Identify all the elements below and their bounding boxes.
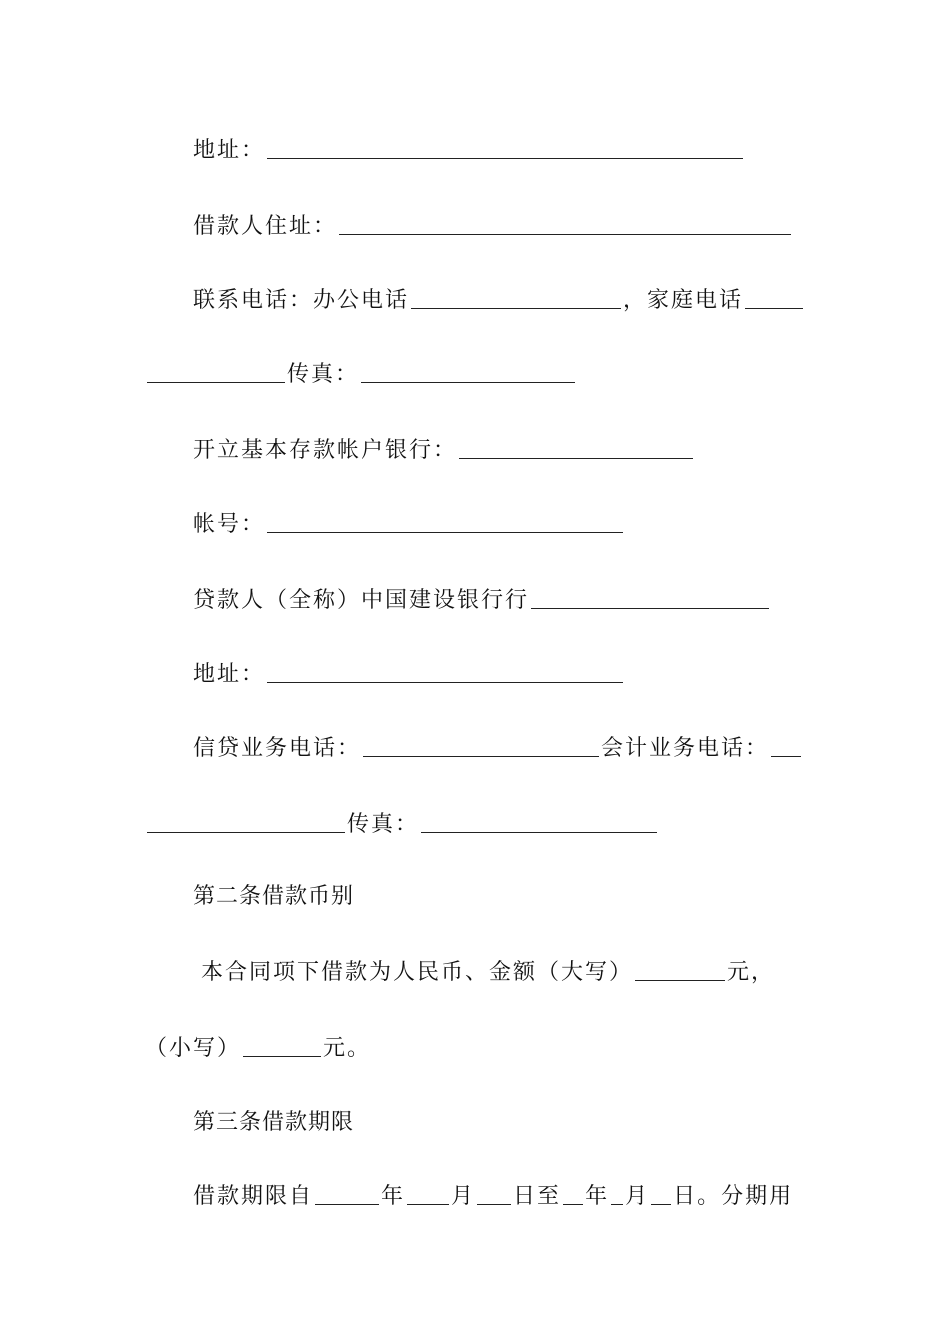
article-3-heading: 第三条借款期限 <box>193 1110 355 1135</box>
fax-blank[interactable] <box>361 360 575 383</box>
amount-yuan-2: 元。 <box>323 1036 372 1061</box>
end-day-label: 日。分期用 <box>673 1184 794 1209</box>
borrower-address-line <box>145 212 863 242</box>
home-phone-label: ，家庭电话 <box>623 288 744 313</box>
party-address-line <box>145 136 863 166</box>
bank-account-line <box>145 436 863 466</box>
accounting-phone-blank-cont[interactable] <box>147 810 345 833</box>
contact-phone-line <box>145 286 863 316</box>
accounting-phone-label: 会计业务电话： <box>601 736 770 761</box>
borrower-address-label: 借款人住址： <box>193 214 338 239</box>
fax-line-1 <box>145 360 815 390</box>
start-month-label: 月 <box>451 1184 476 1209</box>
bank-blank[interactable] <box>459 436 693 459</box>
lender-fax-blank[interactable] <box>421 810 657 833</box>
credit-phone-blank[interactable] <box>363 734 599 757</box>
start-year-blank[interactable] <box>315 1182 379 1205</box>
end-month-label: 月 <box>625 1184 650 1209</box>
start-year-label: 年 <box>381 1184 406 1209</box>
lender-name-blank[interactable] <box>531 586 769 609</box>
amount-yuan-1: 元， <box>727 960 776 985</box>
lender-address-line <box>145 660 863 690</box>
account-number-label: 帐号： <box>193 512 266 537</box>
lender-name-label: 贷款人（全称）中国建设银行行 <box>193 588 530 613</box>
amount-uppercase-blank[interactable] <box>635 958 725 981</box>
lender-fax-label: 传真： <box>347 812 420 837</box>
end-day-blank[interactable] <box>651 1182 671 1205</box>
lender-address-label: 地址： <box>193 662 266 687</box>
credit-phone-line <box>145 734 863 764</box>
end-year-label: 年 <box>585 1184 610 1209</box>
fax-label: 传真： <box>287 362 360 387</box>
bank-label: 开立基本存款帐户银行： <box>193 438 458 463</box>
home-phone-blank-cont[interactable] <box>147 360 285 383</box>
loan-amount-label: 本合同项下借款为人民币、金额（大写） <box>201 960 634 985</box>
account-number-line <box>145 510 863 540</box>
address-blank[interactable] <box>267 136 743 159</box>
borrower-address-blank[interactable] <box>339 212 791 235</box>
lender-name-line <box>145 586 863 616</box>
amount-lowercase-blank[interactable] <box>243 1034 321 1057</box>
office-phone-label: 联系电话：办公电话 <box>193 288 410 313</box>
address-label: 地址： <box>193 138 266 163</box>
lender-address-blank[interactable] <box>267 660 623 683</box>
loan-term-label: 借款期限自 <box>193 1184 314 1209</box>
accounting-phone-blank[interactable] <box>771 734 801 757</box>
loan-term-line <box>145 1182 863 1212</box>
fax-line-2 <box>145 810 815 840</box>
amount-lowercase-label: （小写） <box>145 1036 242 1061</box>
office-phone-blank[interactable] <box>411 286 621 309</box>
end-month-blank[interactable] <box>611 1182 623 1205</box>
amount-lowercase-line <box>145 1034 815 1064</box>
start-day-blank[interactable] <box>477 1182 511 1205</box>
loan-amount-line <box>145 958 871 988</box>
credit-phone-label: 信贷业务电话： <box>193 736 362 761</box>
start-day-label: 日至 <box>513 1184 562 1209</box>
start-month-blank[interactable] <box>407 1182 449 1205</box>
account-number-blank[interactable] <box>267 510 623 533</box>
home-phone-blank[interactable] <box>745 286 803 309</box>
end-year-blank[interactable] <box>563 1182 583 1205</box>
article-2-heading: 第二条借款币别 <box>193 884 355 909</box>
